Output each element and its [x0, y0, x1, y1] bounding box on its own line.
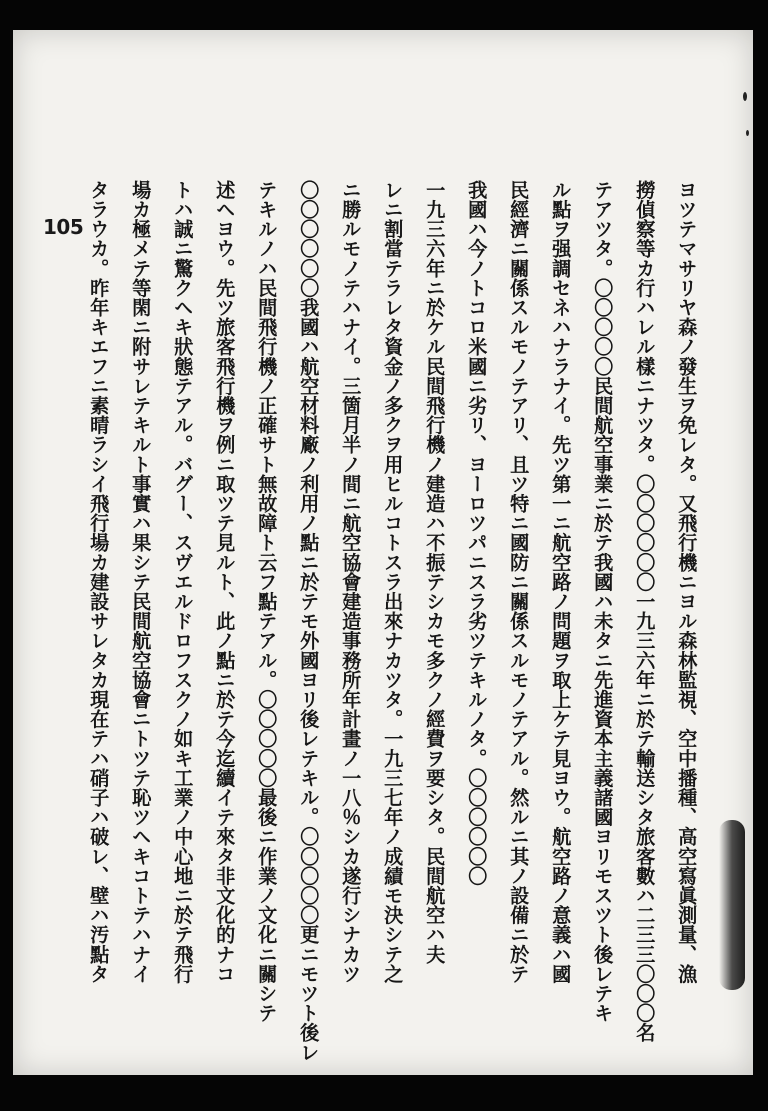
scan-speck — [746, 130, 749, 136]
scan-smudge — [719, 820, 745, 990]
vertical-text-body — [83, 180, 703, 1062]
text-column-13: トハ誠ニ驚クヘキ狀態テアル。バグー、スヴエルドロフスクノ如キ工業ノ中心地ニ於テ飛行 — [171, 180, 195, 984]
text-column-11: テキルノハ民間飛行機ノ正確サト無故障ト云フ點テアル。〇〇〇〇〇最後ニ作業ノ文化ニ關シテ — [255, 180, 279, 1023]
text-column-5: 民經濟ニ關係スルモノテアリ、且ツ特ニ國防ニ關係スルモノテアル。然ルニ其ノ設備ニ於テ — [507, 180, 531, 984]
text-column-14: 場カ極メテ等閑ニ附サレテキルト事實ハ果シテ民間航空協會ニトツテ恥ツヘキコトテハナイ — [129, 180, 153, 984]
text-column-1: ヨツテマサリヤ森ノ發生ヲ免レタ。又飛行機ニヨル森林監視、空中播種、高空寫眞測量、漁 — [675, 180, 699, 984]
text-column-9: ニ勝ルモノテハナイ。三箇月半ノ間ニ航空協會建造事務所年計畫ノ一八％シカ遂行シナカツ — [339, 180, 363, 984]
text-column-2: 撈偵察等カ行ハレル樣ニナツタ。〇〇〇〇〇〇一九三六年ニ於テ輸送シタ旅客數ハ二三三〇〇〇名 — [633, 180, 657, 1043]
text-column-15: タラウカ。昨年キエフニ素晴ラシイ飛行場カ建設サレタカ現在テハ硝子ハ破レ、壁ハ汚點タ — [87, 180, 111, 984]
page-number: 105 — [43, 215, 84, 239]
text-column-3: テアツタ。〇〇〇〇〇民間航空事業ニ於テ我國ハ未タニ先進資本主義諸國ヨリモスツト後レテキ — [591, 180, 615, 1023]
document-page — [13, 30, 753, 1075]
text-column-8: レニ割當テラレタ資金ノ多クヲ用ヒルコトスラ出來ナカツタ。一九三七年ノ成績モ決シテ之 — [381, 180, 405, 984]
scan-speck — [743, 92, 747, 101]
text-column-4: ル點ヲ强調セネハナラナイ。先ツ第一ニ航空路ノ問題ヲ取上ケテ見ヨウ。航空路ノ意義ハ國 — [549, 180, 573, 984]
text-column-6: 我國ハ今ノトコロ米國ニ劣リ、ヨーロツパニスラ劣ツテキルノタ。〇〇〇〇〇〇 — [465, 180, 489, 886]
text-column-12: 述ヘヨウ。先ツ旅客飛行機ヲ例ニ取ツテ見ルト、此ノ點ニ於テ今迄續イテ來タ非文化的ナコ — [213, 180, 237, 984]
text-column-7: 一九三六年ニ於ケル民間飛行機ノ建造ハ不振テシカモ多クノ經費ヲ要シタ。民間航空ハ夫 — [423, 180, 447, 964]
text-column-10: 〇〇〇〇〇〇我國ハ航空材料廠ノ利用ノ點ニ於テモ外國ヨリ後レテキル。〇〇〇〇〇更ニモツト後レ — [297, 180, 321, 1062]
